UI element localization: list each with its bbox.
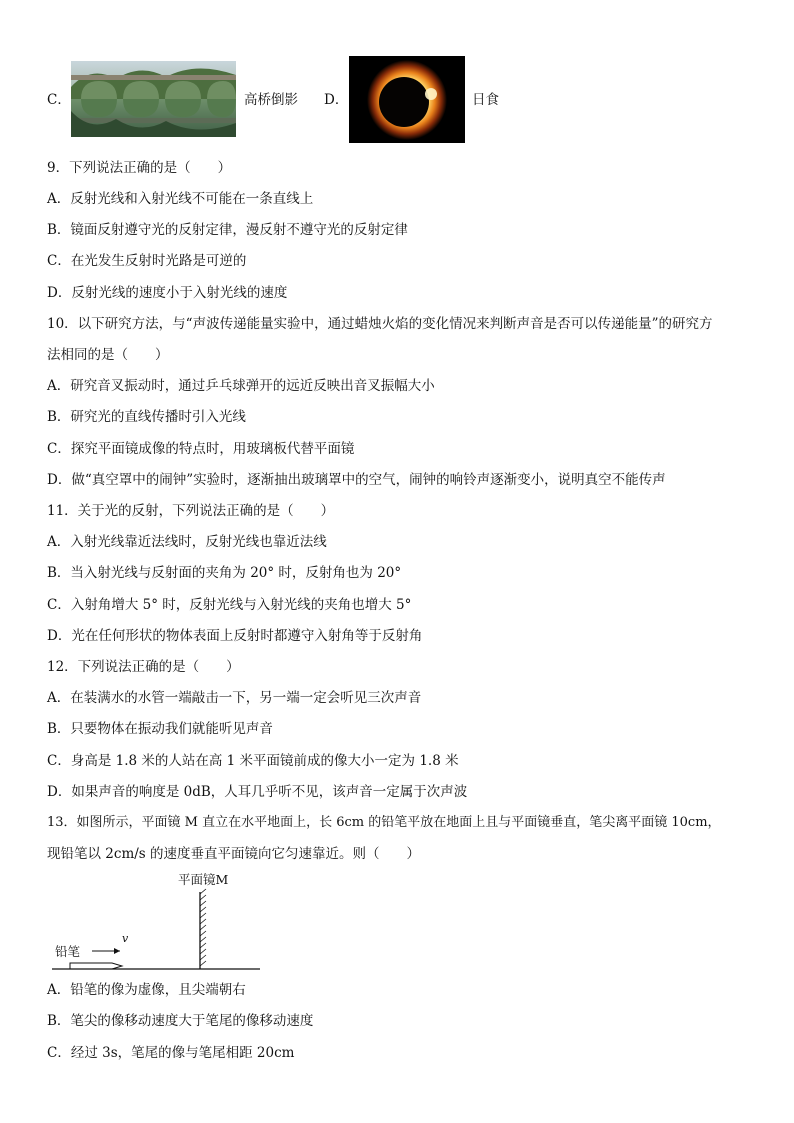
mirror-label: 平面镜M — [178, 872, 229, 887]
question-10-stem-line-1: 10．以下研究方法，与“声波传递能量实验中，通过蜡烛火焰的变化情况来判断声音是否可以传递能量”的研究方 — [47, 316, 713, 332]
question-12-option-d: D．如果声音的响度是 0dB，人耳几乎听不见，该声音一定属于次声波 — [47, 784, 468, 800]
question-11-stem: 11．关于光的反射，下列说法正确的是（ ） — [47, 503, 335, 519]
question-11-option-c: C．入射角增大 5° 时，反射光线与入射光线的夹角也增大 5° — [47, 597, 412, 613]
option-c-caption: 高桥倒影 — [244, 92, 298, 108]
question-9-option-a: A．反射光线和入射光线不可能在一条直线上 — [47, 191, 314, 207]
question-10-option-b: B．研究光的直线传播时引入光线 — [47, 409, 246, 425]
question-10-option-a: A．研究音叉振动时，通过乒乓球弹开的远近反映出音叉振幅大小 — [47, 378, 435, 394]
question-10-stem-line-2: 法相同的是（ ） — [47, 347, 169, 363]
question-12-option-a: A．在装满水的水管一端敲击一下，另一端一定会听见三次声音 — [47, 690, 422, 706]
question-13-stem-line-2: 现铅笔以 2cm/s 的速度垂直平面镜向它匀速靠近。则（ ） — [47, 846, 421, 862]
question-13-stem-line-1: 13．如图所示，平面镜 M 直立在水平地面上，长 6cm 的铅笔平放在地面上且与平面镜垂直，笔尖离平面镜 10cm， — [47, 815, 721, 830]
option-d-label: D． — [324, 92, 349, 108]
question-11-option-b: B．当入射光线与反射面的夹角为 20° 时，反射角也为 20° — [47, 565, 402, 581]
question-9-option-b: B．镜面反射遵守光的反射定律，漫反射不遵守光的反射定律 — [47, 222, 408, 238]
mirror-pencil-figure — [50, 868, 265, 974]
plane-mirror — [200, 889, 206, 969]
question-9-option-c: C．在光发生反射时光路是可逆的 — [47, 253, 247, 269]
question-11-option-a: A．入射光线靠近法线时，反射光线也靠近法线 — [47, 534, 327, 550]
velocity-arrow — [92, 948, 120, 954]
pencil-shape — [70, 963, 122, 969]
question-9-stem: 9．下列说法正确的是（ ） — [47, 160, 232, 176]
pencil-label: 铅笔 — [55, 944, 81, 959]
option-d-caption: 日食 — [472, 92, 499, 108]
question-10-option-d: D．做“真空罩中的闹钟”实验时，逐渐抽出玻璃罩中的空气，闹钟的响铃声逐渐变小，说明真空不能传声 — [47, 472, 666, 488]
question-11-option-d: D．光在任何形状的物体表面上反射时都遵守入射角等于反射角 — [47, 628, 423, 644]
question-13-option-c: C．经过 3s，笔尾的像与笔尾相距 20cm — [47, 1045, 295, 1061]
question-9-option-d: D．反射光线的速度小于入射光线的速度 — [47, 285, 288, 301]
bridge-reflection-image — [71, 61, 236, 137]
velocity-label: v — [122, 932, 129, 945]
solar-eclipse-image — [349, 56, 465, 143]
question-10-option-c: C．探究平面镜成像的特点时，用玻璃板代替平面镜 — [47, 441, 355, 457]
question-12-option-c: C．身高是 1.8 米的人站在高 1 米平面镜前成的像大小一定为 1.8 米 — [47, 753, 459, 769]
question-12-stem: 12．下列说法正确的是（ ） — [47, 659, 240, 675]
option-c-label: C． — [47, 92, 71, 108]
question-13-option-b: B．笔尖的像移动速度大于笔尾的像移动速度 — [47, 1013, 314, 1029]
question-13-option-a: A．铅笔的像为虚像，且尖端朝右 — [47, 982, 246, 998]
question-12-option-b: B．只要物体在振动我们就能听见声音 — [47, 721, 273, 737]
